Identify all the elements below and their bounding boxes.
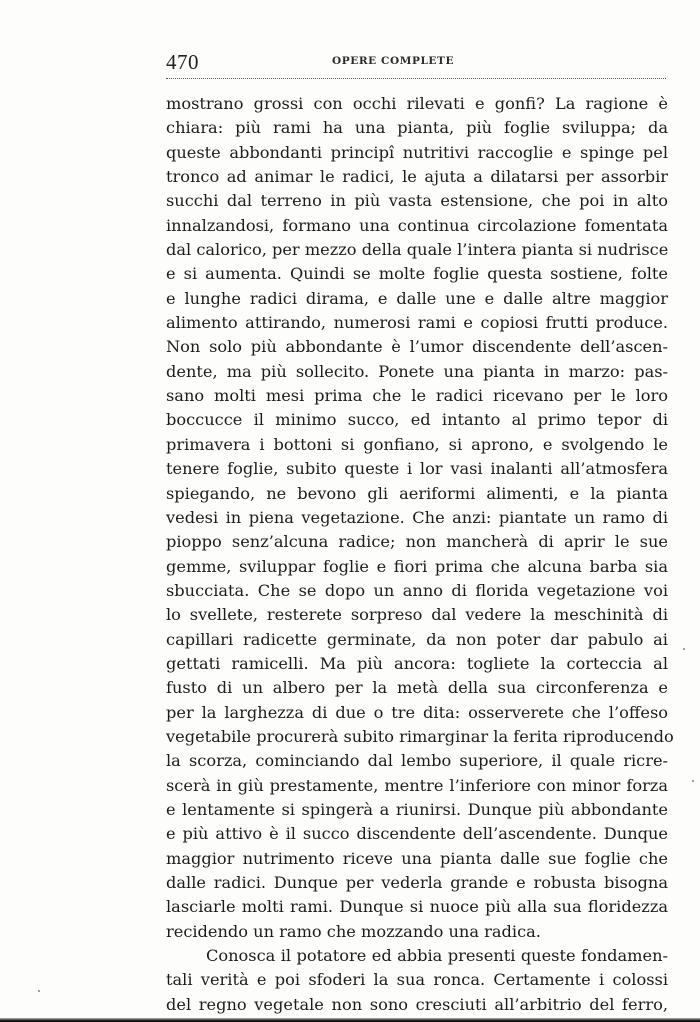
scan-speck bbox=[692, 780, 694, 782]
text-line: e più attivo è il succo discendente dell’ascendente. Dunque bbox=[166, 824, 668, 844]
page-number: 470 bbox=[166, 50, 199, 74]
text-line: recidendo un ramo che mozzando una radica. bbox=[166, 921, 541, 941]
text-line: vedesi in piena vegetazione. Che anzi: piantate un ramo di bbox=[166, 507, 668, 527]
text-line: boccucce il minimo succo, ed intanto al primo tepor di bbox=[166, 410, 668, 430]
text-line: vegetabile procurerà subito rimarginar la ferita riproducendo bbox=[166, 726, 674, 746]
text-line: tali verità e poi sfoderi la sua ronca. Certamente i colossi bbox=[166, 970, 668, 990]
scan-speck bbox=[38, 990, 40, 992]
text-line: maggior nutrimento riceve una pianta dalle sue foglie che bbox=[166, 848, 668, 868]
text-line: mostrano grossi con occhi rilevati e gonfi? La ragione è bbox=[166, 94, 668, 113]
paragraph-1 bbox=[166, 92, 674, 944]
body-text bbox=[166, 92, 674, 1017]
text-line: tenere foglie, subito queste i lor vasi inalanti all’atmosfera bbox=[166, 459, 668, 479]
text-line: primavera i bottoni si gonfiano, si aprono, e svolgendo le bbox=[166, 434, 668, 454]
text-line: Conosca il potatore ed abbia presenti queste fondamen- bbox=[206, 946, 668, 966]
text-line: dente, ma più sollecito. Ponete una pianta in marzo: pas- bbox=[166, 361, 668, 381]
running-title: OPERE COMPLETE bbox=[332, 55, 455, 67]
text-line: chiara: più rami ha una pianta, più foglie sviluppa; da bbox=[166, 118, 668, 138]
text-line: innalzandosi, formano una continua circolazione fomentata bbox=[166, 215, 668, 235]
text-line: dalle radici. Dunque per vederla grande e robusta bisogna bbox=[166, 873, 668, 892]
text-line: e lunghe radici dirama, e dalle une e dalle altre maggior bbox=[166, 288, 668, 308]
text-line: e si aumenta. Quindi se molte foglie questa sostiene, folte bbox=[166, 264, 668, 284]
page-header bbox=[166, 50, 666, 78]
paragraph-2 bbox=[166, 944, 668, 1017]
text-line: e lentamente si spingerà a riunirsi. Dunque più abbondante bbox=[166, 799, 668, 819]
text-line: per la larghezza di due o tre dita: osserverete che l’offeso bbox=[166, 702, 668, 722]
text-line: capillari radicette germinate, da non poter dar pabulo ai bbox=[166, 629, 668, 649]
text-line: sbucciata. Che se dopo un anno di florida vegetazione voi bbox=[166, 580, 668, 600]
text-line: Non solo più abbondante è l’umor discendente dell’ascen- bbox=[166, 337, 668, 357]
text-line: pioppo senz’alcuna radice; non mancherà di aprir le sue bbox=[166, 532, 668, 552]
text-line: gemme, sviluppar foglie e fiori prima che alcuna barba sia bbox=[166, 556, 668, 576]
text-line: del regno vegetale non sono cresciuti all’arbitrio del ferro, bbox=[166, 994, 668, 1014]
text-line: alimento attirando, numerosi rami e copiosi frutti produce. bbox=[166, 313, 668, 333]
text-line: succhi dal terreno in più vasta estensione, che poi in alto bbox=[166, 191, 668, 211]
text-line: dal calorico, per mezzo della quale l’intera pianta si nudrisce bbox=[166, 240, 669, 260]
text-line: lasciarle molti rami. Dunque si nuoce più alla sua floridezza bbox=[166, 897, 668, 917]
text-line: spiegando, ne bevono gli aeriformi alimenti, e la pianta bbox=[166, 483, 668, 503]
text-line: scerà in giù prestamente, mentre l’inferiore con minor forza bbox=[166, 775, 668, 795]
scan-speck bbox=[683, 648, 685, 650]
text-line: queste abbondanti principî nutritivi raccoglie e spinge pel bbox=[166, 142, 668, 162]
header-rule bbox=[166, 78, 666, 79]
text-line: sano molti mesi prima che le radici ricevano per le loro bbox=[166, 386, 668, 406]
page-bottom-edge bbox=[0, 1018, 700, 1022]
text-line: gettati ramicelli. Ma più ancora: togliete la corteccia al bbox=[166, 653, 668, 673]
text-line: tronco ad animar le radici, le ajuta a dilatarsi per assorbir bbox=[166, 167, 668, 187]
text-line: la scorza, cominciando dal lembo superiore, il quale ricre- bbox=[166, 751, 668, 771]
text-line: lo svellete, resterete sorpreso dal vedere la meschinità di bbox=[166, 605, 668, 625]
text-line: fusto di un albero per la metà della sua circonferenza e bbox=[166, 678, 668, 698]
